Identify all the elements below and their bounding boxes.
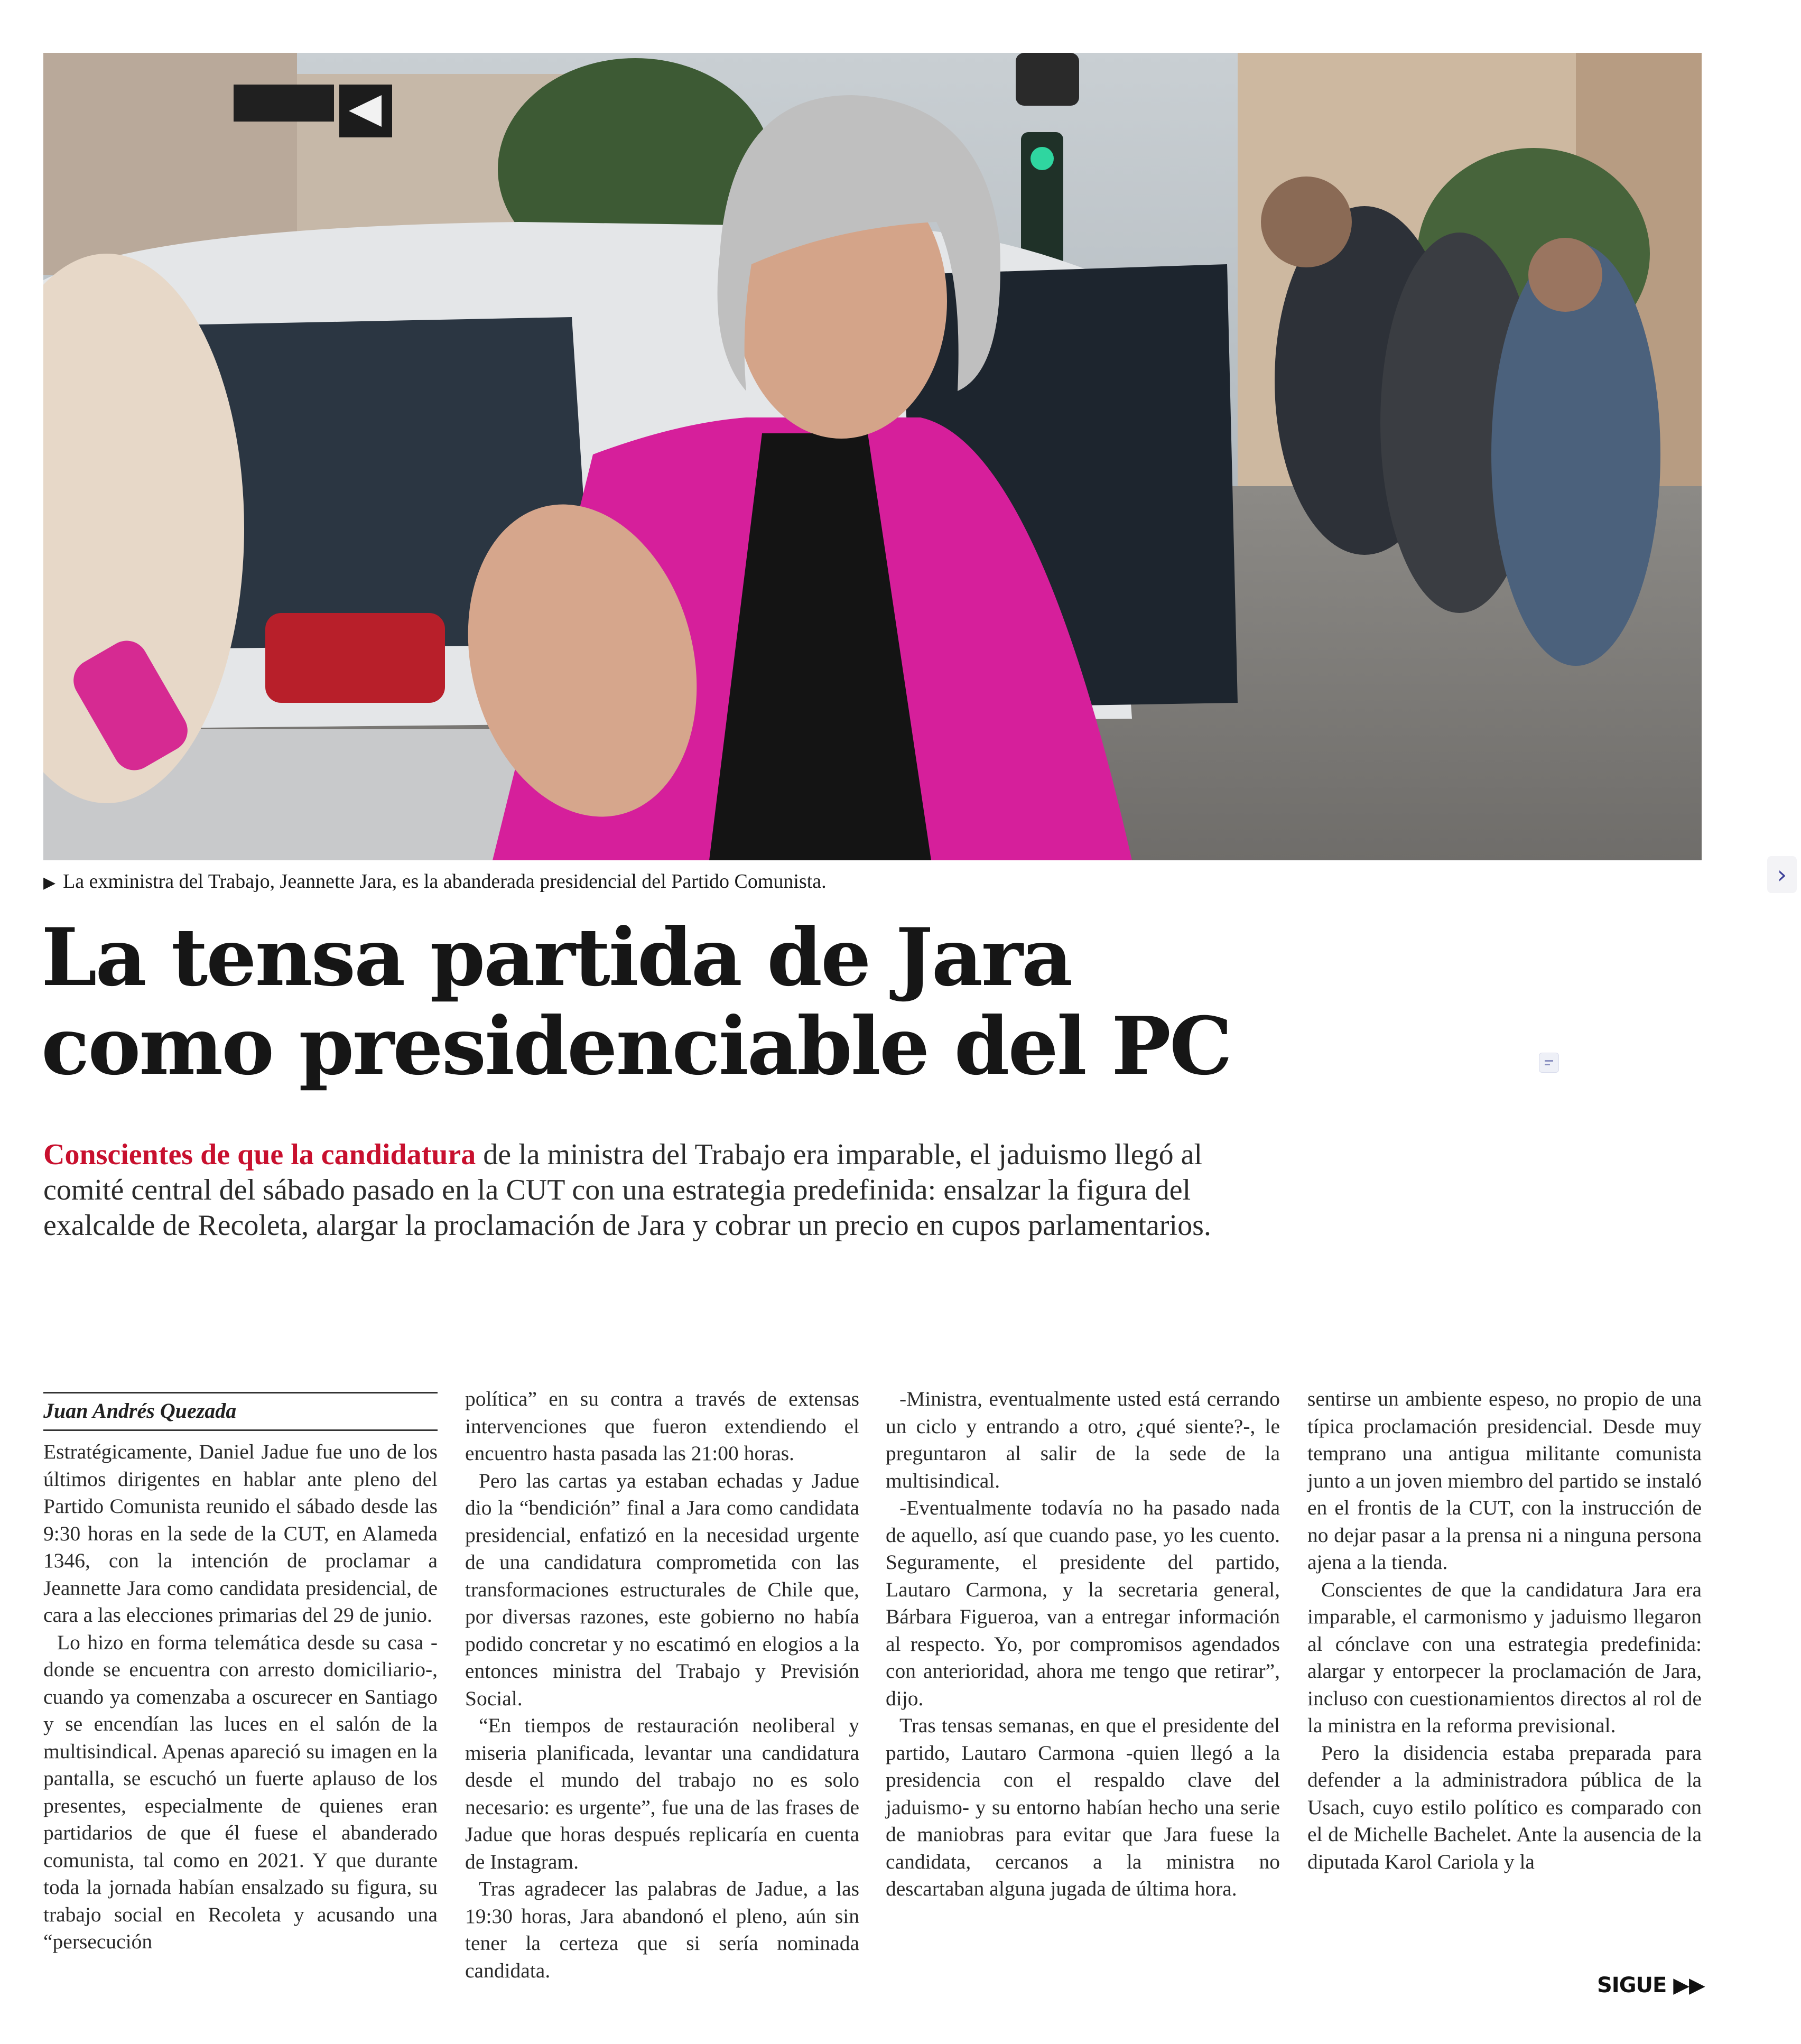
lede-body: de la ministra del Trabajo era imparable, el jaduismo llegó al comité central del sábado pasado en la CUT con una estrategia predefinida: ensalzar la figura del exalcalde de Recoleta, alargar la proclamación de Jara y cobrar un precio en cupos parlamentarios. bbox=[43, 1138, 1211, 1242]
chevron-right-icon: › bbox=[1777, 860, 1787, 889]
next-page-button[interactable] bbox=[1767, 856, 1797, 893]
article-headline bbox=[41, 913, 1415, 1091]
continue-link[interactable]: SIGUE ▶▶ bbox=[1597, 1973, 1705, 1997]
paragraph: -Eventualmente todavía no ha pasado nada de aquello, así que cuando pase, yo les cuento. Seguramente, el presidente del partido, Lautaro Carmona, y la secretaria general, Bárbara Figueroa, van a entregar información al respecto. Yo, por compromisos agendados con anterioridad, ahora me tengo que retirar”, dijo. bbox=[886, 1496, 1280, 1710]
paragraph: Estratégicamente, Daniel Jadue fue uno de los últimos dirigentes en hablar ante pleno del Partido Comunista reunido el sábado desde las 9:30 horas en la sede de la CUT, en Alameda 1346, con la intención de proclamar a Jeannette Jara como candidata presidencial, de cara a las elecciones primarias del 29 de junio. bbox=[43, 1440, 438, 1627]
paragraph: Tras tensas semanas, en que el presidente del partido, Lautaro Carmona -quien llegó a la presidencia con el respaldo clave del jaduismo- y su entorno habían hecho una serie de maniobras para evitar que Jara fuese la candidata, cercanos a la ministra no descartaban alguna jugada de última hora. bbox=[886, 1714, 1280, 1900]
article-column-3 bbox=[886, 1386, 1280, 1919]
paragraph: -Ministra, eventualmente usted está cerrando un ciclo y entrando a otro, ¿qué siente?-, le preguntaron al salir de la sede de la multisindical. bbox=[886, 1387, 1280, 1492]
photo-caption bbox=[43, 867, 1702, 898]
paragraph: política” en su contra a través de extensas intervenciones que fueron extendiendo el encuentro hasta pasada las 21:00 horas. bbox=[465, 1387, 859, 1465]
headline-line-2: como presidenciable del PC bbox=[41, 1000, 1231, 1093]
article-photo bbox=[43, 53, 1702, 860]
paragraph: sentirse un ambiente espeso, no propio de una típica proclamación presidencial. Desde muy temprano una antigua militante comunista junto a un joven miembro del partido se instaló en el frontis de la CUT, con la instrucción de no dejar pasar a la prensa ni a ninguna persona ajena a la tienda. bbox=[1307, 1387, 1702, 1574]
paragraph: Pero la disidencia estaba preparada para defender a la administradora pública de la Usach, cuyo estilo político es comparado con el de Michelle Bachelet. Ante la ausencia de la diputada Karol Cariola y la bbox=[1307, 1741, 1702, 1873]
byline: Juan Andrés Quezada bbox=[43, 1392, 438, 1431]
article-lede bbox=[43, 1137, 1259, 1243]
article-column-1 bbox=[43, 1438, 438, 1956]
paragraph: Conscientes de que la candidatura Jara era imparable, el carmonismo y jaduismo llegaron al cónclave con una estrategia predefinida: alargar y entorpecer la proclamación de Jara, incluso con cuestionamientos directos al rol de la ministra en la reforma previsional. bbox=[1307, 1577, 1702, 1737]
caption-text: La exministra del Trabajo, Jeannette Jara, es la abanderada presidencial del Partido Comunista. bbox=[63, 870, 827, 893]
caption-triangle-icon: ▶ bbox=[43, 874, 56, 891]
paragraph: “En tiempos de restauración neoliberal y miseria planificada, levantar una candidatura desde el mundo del trabajo no es solo necesario: es urgente”, fue una de las frases de Jadue que horas después replicaría en cuenta de Instagram. bbox=[465, 1714, 859, 1873]
lede-accent: Conscientes de que la candidatura bbox=[43, 1138, 476, 1171]
annotation-note-icon[interactable] bbox=[1539, 1053, 1559, 1073]
article-column-4 bbox=[1307, 1386, 1702, 1875]
article-column-2 bbox=[465, 1386, 859, 1984]
photo-illustration bbox=[43, 53, 1702, 860]
headline-line-1: La tensa partida de Jara bbox=[41, 911, 1072, 1004]
paragraph: Tras agradecer las palabras de Jadue, a las 19:30 horas, Jara abandonó el pleno, aún sin tener la certeza que si sería nominada candidata. bbox=[465, 1877, 859, 1982]
paragraph: Lo hizo en forma telemática desde su casa -donde se encuentra con arresto domiciliario-, cuando ya comenzaba a oscurecer en Santiago y se encendían las luces en el salón de la multisindical. Apenas apareció su imagen en la pantalla, se escuchó un fuerte aplauso de los presentes, especialmente de quienes eran partidarios de que él fuese el abanderado comunista, tal como en 2021. Y que durante toda la jornada habían ensalzado su figura, su trabajo social en Recoleta y acusando una “persecución bbox=[43, 1630, 438, 1953]
paragraph: Pero las cartas ya estaban echadas y Jadue dio la “bendición” final a Jara como candidata presidencial, enfatizó en la necesidad urgente de una candidatura comprometida con las transformaciones estructurales de Chile que, por diversas razones, este gobierno no había podido concretar y no escatimó en elogios a la entonces ministra del Trabajo y Previsión Social. bbox=[465, 1469, 859, 1710]
